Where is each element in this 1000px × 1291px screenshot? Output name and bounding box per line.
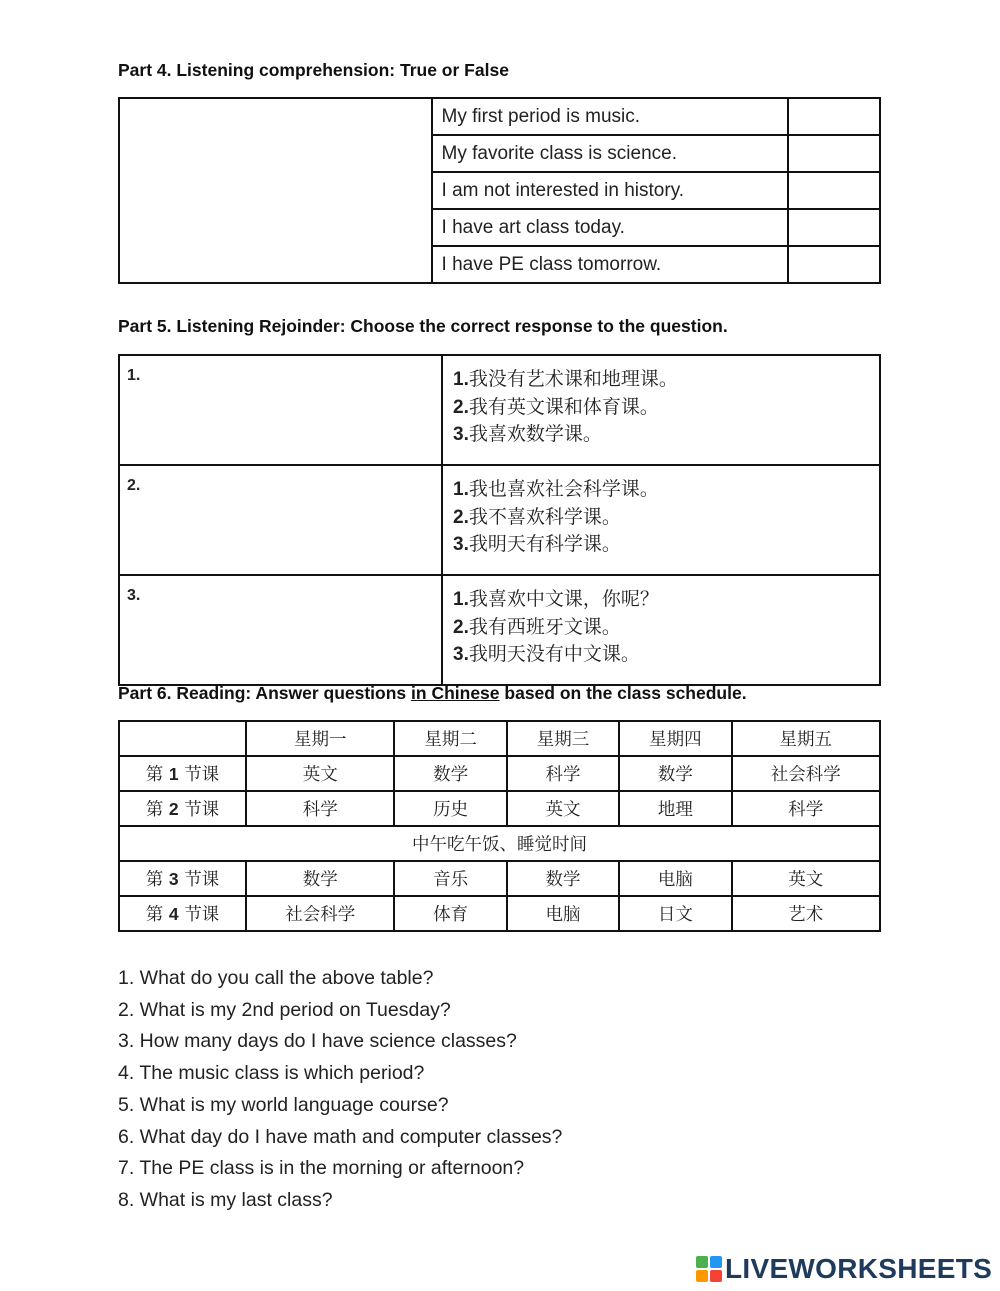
period-number: 1 xyxy=(168,764,179,784)
logo-square xyxy=(710,1270,722,1282)
period-label xyxy=(119,861,246,896)
rejoinder-row xyxy=(119,355,880,465)
option-number: 1. xyxy=(453,479,469,500)
class-cell: 历史 xyxy=(394,791,506,826)
liveworksheets-logo-text: LIVEWORKSHEETS xyxy=(725,1253,993,1284)
class-cell: 英文 xyxy=(246,756,394,791)
option-text: 我有英文课和体育课。 xyxy=(468,395,659,418)
question-item: 6. What day do I have math and computer classes? xyxy=(118,1125,563,1148)
rejoinder-options xyxy=(442,355,880,465)
day-header: 星期四 xyxy=(619,721,731,756)
tf-statement: I have PE class tomorrow. xyxy=(432,246,789,283)
period-label xyxy=(119,896,246,931)
option-text: 我有西班牙文课。 xyxy=(468,615,621,638)
question-item: 8. What is my last class? xyxy=(118,1188,333,1211)
question-item: 3. How many days do I have science classes? xyxy=(118,1030,517,1053)
tf-statement: My first period is music. xyxy=(432,98,789,135)
logo-square xyxy=(696,1256,708,1268)
period-label xyxy=(119,756,246,791)
part6-heading-post: based on the class schedule. xyxy=(499,683,747,703)
rejoinder-row xyxy=(119,575,880,685)
logo-square xyxy=(696,1270,708,1282)
tf-statement: I am not interested in history. xyxy=(432,172,789,209)
option-text: 我也喜欢社会科学课。 xyxy=(468,478,659,500)
part6-heading-pre: Part 6. Reading: Answer questions xyxy=(118,683,412,703)
option-number: 2. xyxy=(453,506,469,528)
rejoinder-number: 1. xyxy=(119,355,442,465)
class-cell: 社会科学 xyxy=(732,756,880,791)
rejoinder-option[interactable] xyxy=(453,394,879,422)
tf-row xyxy=(119,98,880,135)
audio-area xyxy=(119,98,432,283)
lunch-row xyxy=(119,826,880,861)
liveworksheets-logo xyxy=(696,1254,992,1284)
logo-square xyxy=(710,1256,722,1268)
schedule-header-row xyxy=(119,721,880,756)
day-header: 星期二 xyxy=(394,721,506,756)
schedule-corner-cell xyxy=(119,721,246,756)
class-cell: 日文 xyxy=(619,896,731,931)
class-schedule-table xyxy=(118,720,881,932)
rejoinder-option[interactable] xyxy=(453,476,879,504)
period-prefix: 第 xyxy=(145,870,164,890)
tf-answer-box[interactable] xyxy=(788,172,880,209)
period-suffix: 节课 xyxy=(184,800,220,820)
period-suffix: 节课 xyxy=(184,870,220,890)
period-suffix: 节课 xyxy=(184,765,220,785)
option-number: 1. xyxy=(453,369,469,390)
option-number: 3. xyxy=(453,424,469,445)
period-number: 4 xyxy=(168,904,179,924)
period-prefix: 第 xyxy=(145,905,164,925)
schedule-row xyxy=(119,791,880,826)
rejoinder-number: 2. xyxy=(119,465,442,575)
period-label xyxy=(119,791,246,826)
option-number: 2. xyxy=(453,396,469,418)
rejoinder-option[interactable] xyxy=(453,586,879,614)
class-cell: 数学 xyxy=(394,756,506,791)
option-number: 3. xyxy=(453,534,469,555)
period-prefix: 第 xyxy=(145,765,164,785)
option-text: 我明天没有中文课。 xyxy=(468,643,640,665)
rejoinder-table xyxy=(118,354,881,686)
part5-heading: Part 5. Listening Rejoinder: Choose the correct response to the question. xyxy=(118,316,728,336)
class-cell: 艺术 xyxy=(732,896,880,931)
option-number: 3. xyxy=(453,644,469,665)
period-number: 2 xyxy=(168,799,179,819)
day-header: 星期一 xyxy=(246,721,394,756)
class-cell: 社会科学 xyxy=(246,896,394,931)
rejoinder-option[interactable] xyxy=(453,366,879,394)
option-text: 我没有艺术课和地理课。 xyxy=(468,368,678,390)
rejoinder-option[interactable] xyxy=(453,504,879,532)
rejoinder-option[interactable] xyxy=(453,531,879,559)
question-item: 7. The PE class is in the morning or afternoon? xyxy=(118,1157,525,1180)
question-item: 4. The music class is which period? xyxy=(118,1062,425,1085)
period-prefix: 第 xyxy=(145,800,164,820)
part6-heading xyxy=(118,683,747,704)
day-header: 星期三 xyxy=(507,721,619,756)
class-cell: 英文 xyxy=(507,791,619,826)
class-cell: 科学 xyxy=(732,791,880,826)
class-cell: 电脑 xyxy=(507,896,619,931)
class-cell: 科学 xyxy=(507,756,619,791)
part6-heading-underlined: in Chinese xyxy=(411,683,500,703)
rejoinder-row xyxy=(119,465,880,575)
rejoinder-option[interactable] xyxy=(453,641,879,669)
true-false-table xyxy=(118,97,881,284)
question-item: 1. What do you call the above table? xyxy=(118,967,434,989)
option-text: 我喜欢数学课。 xyxy=(468,423,602,445)
option-number: 1. xyxy=(453,589,469,610)
tf-answer-box[interactable] xyxy=(788,246,880,283)
question-item: 2. What is my 2nd period on Tuesday? xyxy=(118,998,451,1021)
schedule-row xyxy=(119,896,880,931)
class-cell: 科学 xyxy=(246,791,394,826)
class-cell: 数学 xyxy=(619,756,731,791)
lunch-cell: 中午吃午饭、睡觉时间 xyxy=(119,826,880,861)
part4-heading: Part 4. Listening comprehension: True or False xyxy=(118,60,509,80)
tf-answer-box[interactable] xyxy=(788,209,880,246)
class-cell: 体育 xyxy=(394,896,506,931)
period-suffix: 节课 xyxy=(184,905,220,925)
day-header: 星期五 xyxy=(732,721,880,756)
schedule-row xyxy=(119,756,880,791)
rejoinder-option[interactable] xyxy=(453,614,879,642)
class-cell: 英文 xyxy=(732,861,880,896)
class-cell: 电脑 xyxy=(619,861,731,896)
rejoinder-option[interactable] xyxy=(453,421,879,449)
class-cell: 数学 xyxy=(507,861,619,896)
rejoinder-options xyxy=(442,575,880,685)
tf-answer-box[interactable] xyxy=(788,98,880,135)
tf-answer-box[interactable] xyxy=(788,135,880,172)
class-cell: 音乐 xyxy=(394,861,506,896)
question-item: 5. What is my world language course? xyxy=(118,1093,449,1116)
schedule-row xyxy=(119,861,880,896)
option-text: 我明天有科学课。 xyxy=(468,533,621,555)
class-cell: 数学 xyxy=(246,861,394,896)
class-cell: 地理 xyxy=(619,791,731,826)
tf-statement: I have art class today. xyxy=(432,209,789,246)
option-text: 我喜欢中文课，你呢？ xyxy=(468,588,659,610)
question-list xyxy=(118,963,562,1217)
liveworksheets-logo-icon xyxy=(696,1256,722,1282)
period-number: 3 xyxy=(168,869,179,889)
option-number: 2. xyxy=(453,616,469,638)
tf-statement: My favorite class is science. xyxy=(432,135,789,172)
option-text: 我不喜欢科学课。 xyxy=(468,505,621,528)
rejoinder-options xyxy=(442,465,880,575)
rejoinder-number: 3. xyxy=(119,575,442,685)
